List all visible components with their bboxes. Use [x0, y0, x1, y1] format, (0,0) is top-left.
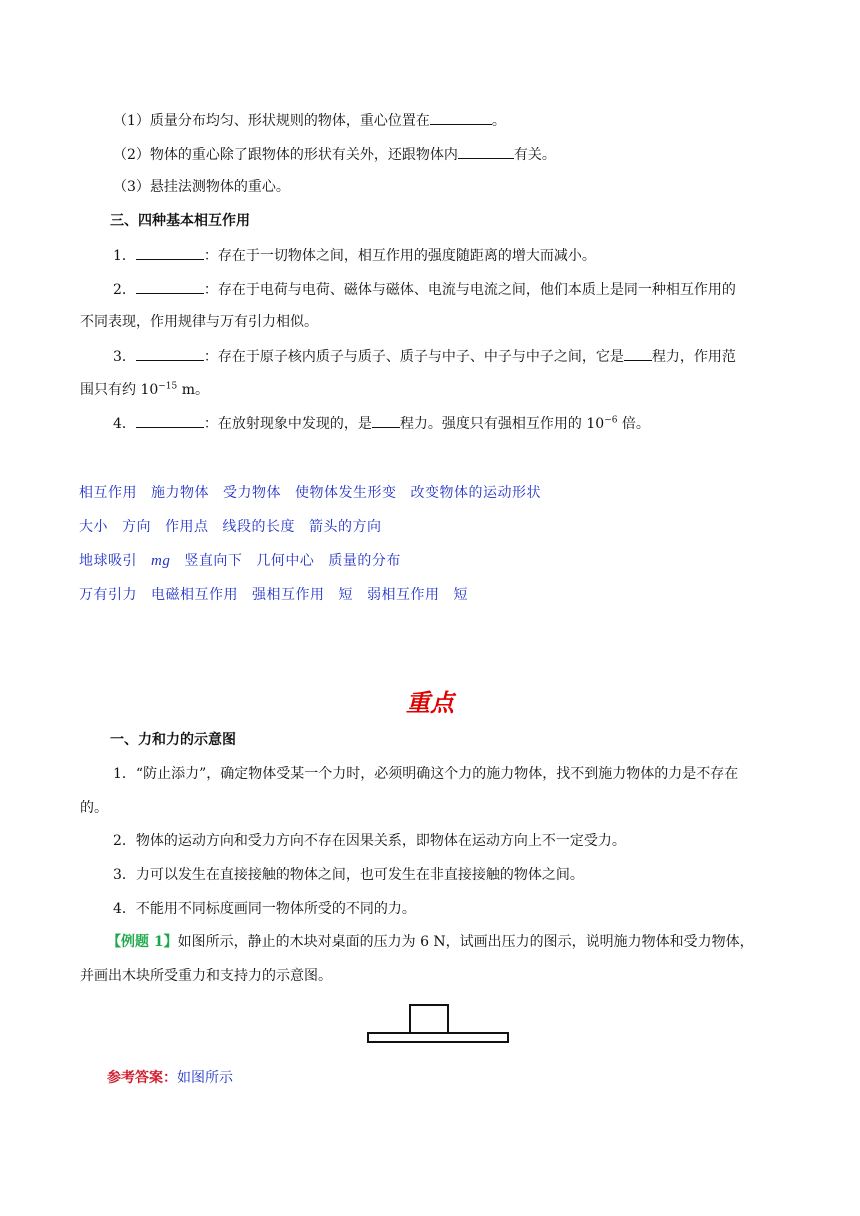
answer-term: 改变物体的运动形状 — [410, 485, 541, 501]
answer-term: 质量的分布 — [328, 553, 401, 569]
item-text-cont: 程力。强度只有强相互作用的 10 — [399, 416, 605, 432]
answer-row-2 — [79, 516, 396, 536]
answer-term: 受力物体 — [223, 485, 281, 501]
item-text: ：存在于电荷与电荷、磁体与磁体、电流与电流之间，他们本质上是同一种相互作用的 — [203, 282, 736, 298]
section-heading-interactions: 三、四种基本相互作用 — [110, 213, 250, 229]
interaction-item-4 — [113, 413, 650, 434]
reference-answer-label: 参考答案： — [107, 1070, 177, 1086]
key-point-1-continued: 的。 — [80, 800, 108, 816]
answer-term: 施力物体 — [151, 485, 209, 501]
key-point-1: 1．“防止添力”，确定物体受某一个力时，必须明确这个力的施力物体，找不到施力物体的力是不存在 — [113, 766, 739, 782]
answer-term: 方向 — [122, 519, 151, 535]
item-number: 3． — [113, 349, 136, 365]
gravity-item-2 — [113, 144, 556, 165]
answer-term: 电磁相互作用 — [151, 587, 238, 603]
gravity-item-1 — [113, 110, 506, 131]
gravity-item-1-text: （1）质量分布均匀、形状规则的物体，重心位置在 — [113, 113, 430, 129]
interaction-item-1 — [113, 245, 596, 266]
answer-term: 万有引力 — [79, 587, 137, 603]
fill-blank[interactable] — [136, 245, 204, 260]
gravity-item-3: （3）悬挂法测物体的重心。 — [113, 179, 290, 195]
item-number: 4． — [113, 416, 136, 432]
answer-row-4 — [79, 584, 482, 604]
example-1 — [107, 932, 754, 952]
answer-term: 短 — [338, 587, 353, 603]
example-1-continued: 并画出木块所受重力和支持力的示意图。 — [80, 968, 332, 984]
key-point-4: 4．不能用不同标度画同一物体所受的不同的力。 — [113, 901, 416, 917]
item-text: ：存在于原子核内质子与质子、质子与中子、中子与中子之间，它是 — [203, 349, 624, 365]
answer-term: 地球吸引 — [79, 553, 137, 569]
key-points-title: 重点 — [406, 688, 454, 717]
gravity-item-1-end: 。 — [491, 113, 506, 129]
interaction-item-3 — [113, 346, 736, 367]
fill-blank[interactable] — [136, 279, 204, 294]
answer-term: 使物体发生形变 — [295, 485, 397, 501]
section-heading-force: 一、力和力的示意图 — [110, 732, 236, 748]
answer-term: 相互作用 — [79, 485, 137, 501]
reference-answer — [107, 1068, 233, 1088]
item-text-end: 倍。 — [617, 416, 650, 432]
answer-term: 强相互作用 — [252, 587, 325, 603]
example-tag: 【例题 1】 — [107, 934, 178, 950]
interaction-item-2-continued: 不同表现，作用规律与万有引力相似。 — [80, 314, 318, 330]
key-point-2: 2．物体的运动方向和受力方向不存在因果关系，即物体在运动方向上不一定受力。 — [113, 833, 626, 849]
fill-blank[interactable] — [136, 346, 204, 361]
fill-blank[interactable] — [458, 144, 514, 159]
answer-row-1 — [79, 482, 555, 502]
item-text: ：在放射现象中发现的，是 — [203, 416, 372, 432]
fill-blank[interactable] — [624, 346, 652, 361]
key-point-3: 3．力可以发生在直接接触的物体之间，也可发生在非直接接触的物体之间。 — [113, 867, 584, 883]
fill-blank[interactable] — [136, 413, 204, 428]
answer-term: 大小 — [79, 519, 108, 535]
fill-blank[interactable] — [430, 110, 492, 125]
gravity-item-2-text: （2）物体的重心除了跟物体的形状有关外，还跟物体内 — [113, 147, 458, 163]
interaction-item-3-continued — [80, 380, 209, 400]
item-text-end: 程力，作用范 — [651, 349, 736, 365]
table-surface — [368, 1033, 508, 1042]
gravity-item-2-end: 有关。 — [513, 147, 556, 163]
exponent: −15 — [158, 381, 178, 392]
answer-row-3 — [79, 550, 415, 570]
unit-text: m。 — [177, 382, 209, 398]
answer-term: 箭头的方向 — [309, 519, 382, 535]
range-text: 围只有约 10 — [80, 382, 159, 398]
block-on-table-figure — [365, 1003, 511, 1045]
answer-term: 短 — [453, 587, 468, 603]
item-number: 2． — [113, 282, 136, 298]
answer-formula: mg — [151, 553, 171, 569]
answer-term: 作用点 — [165, 519, 209, 535]
exponent: −6 — [604, 415, 618, 426]
answer-term: 竖直向下 — [184, 553, 243, 569]
interaction-item-2 — [113, 279, 736, 300]
fill-blank[interactable] — [372, 413, 400, 428]
reference-answer-text: 如图所示 — [177, 1070, 233, 1086]
wooden-block — [410, 1005, 448, 1033]
answer-term: 线段的长度 — [222, 519, 295, 535]
item-text: ：存在于一切物体之间，相互作用的强度随距离的增大而减小。 — [203, 248, 596, 264]
item-number: 1． — [113, 248, 136, 264]
answer-term: 几何中心 — [256, 553, 315, 569]
example-text: 如图所示，静止的木块对桌面的压力为 6 N，试画出压力的图示，说明施力物体和受力物体， — [177, 934, 754, 950]
answer-term: 弱相互作用 — [367, 587, 440, 603]
